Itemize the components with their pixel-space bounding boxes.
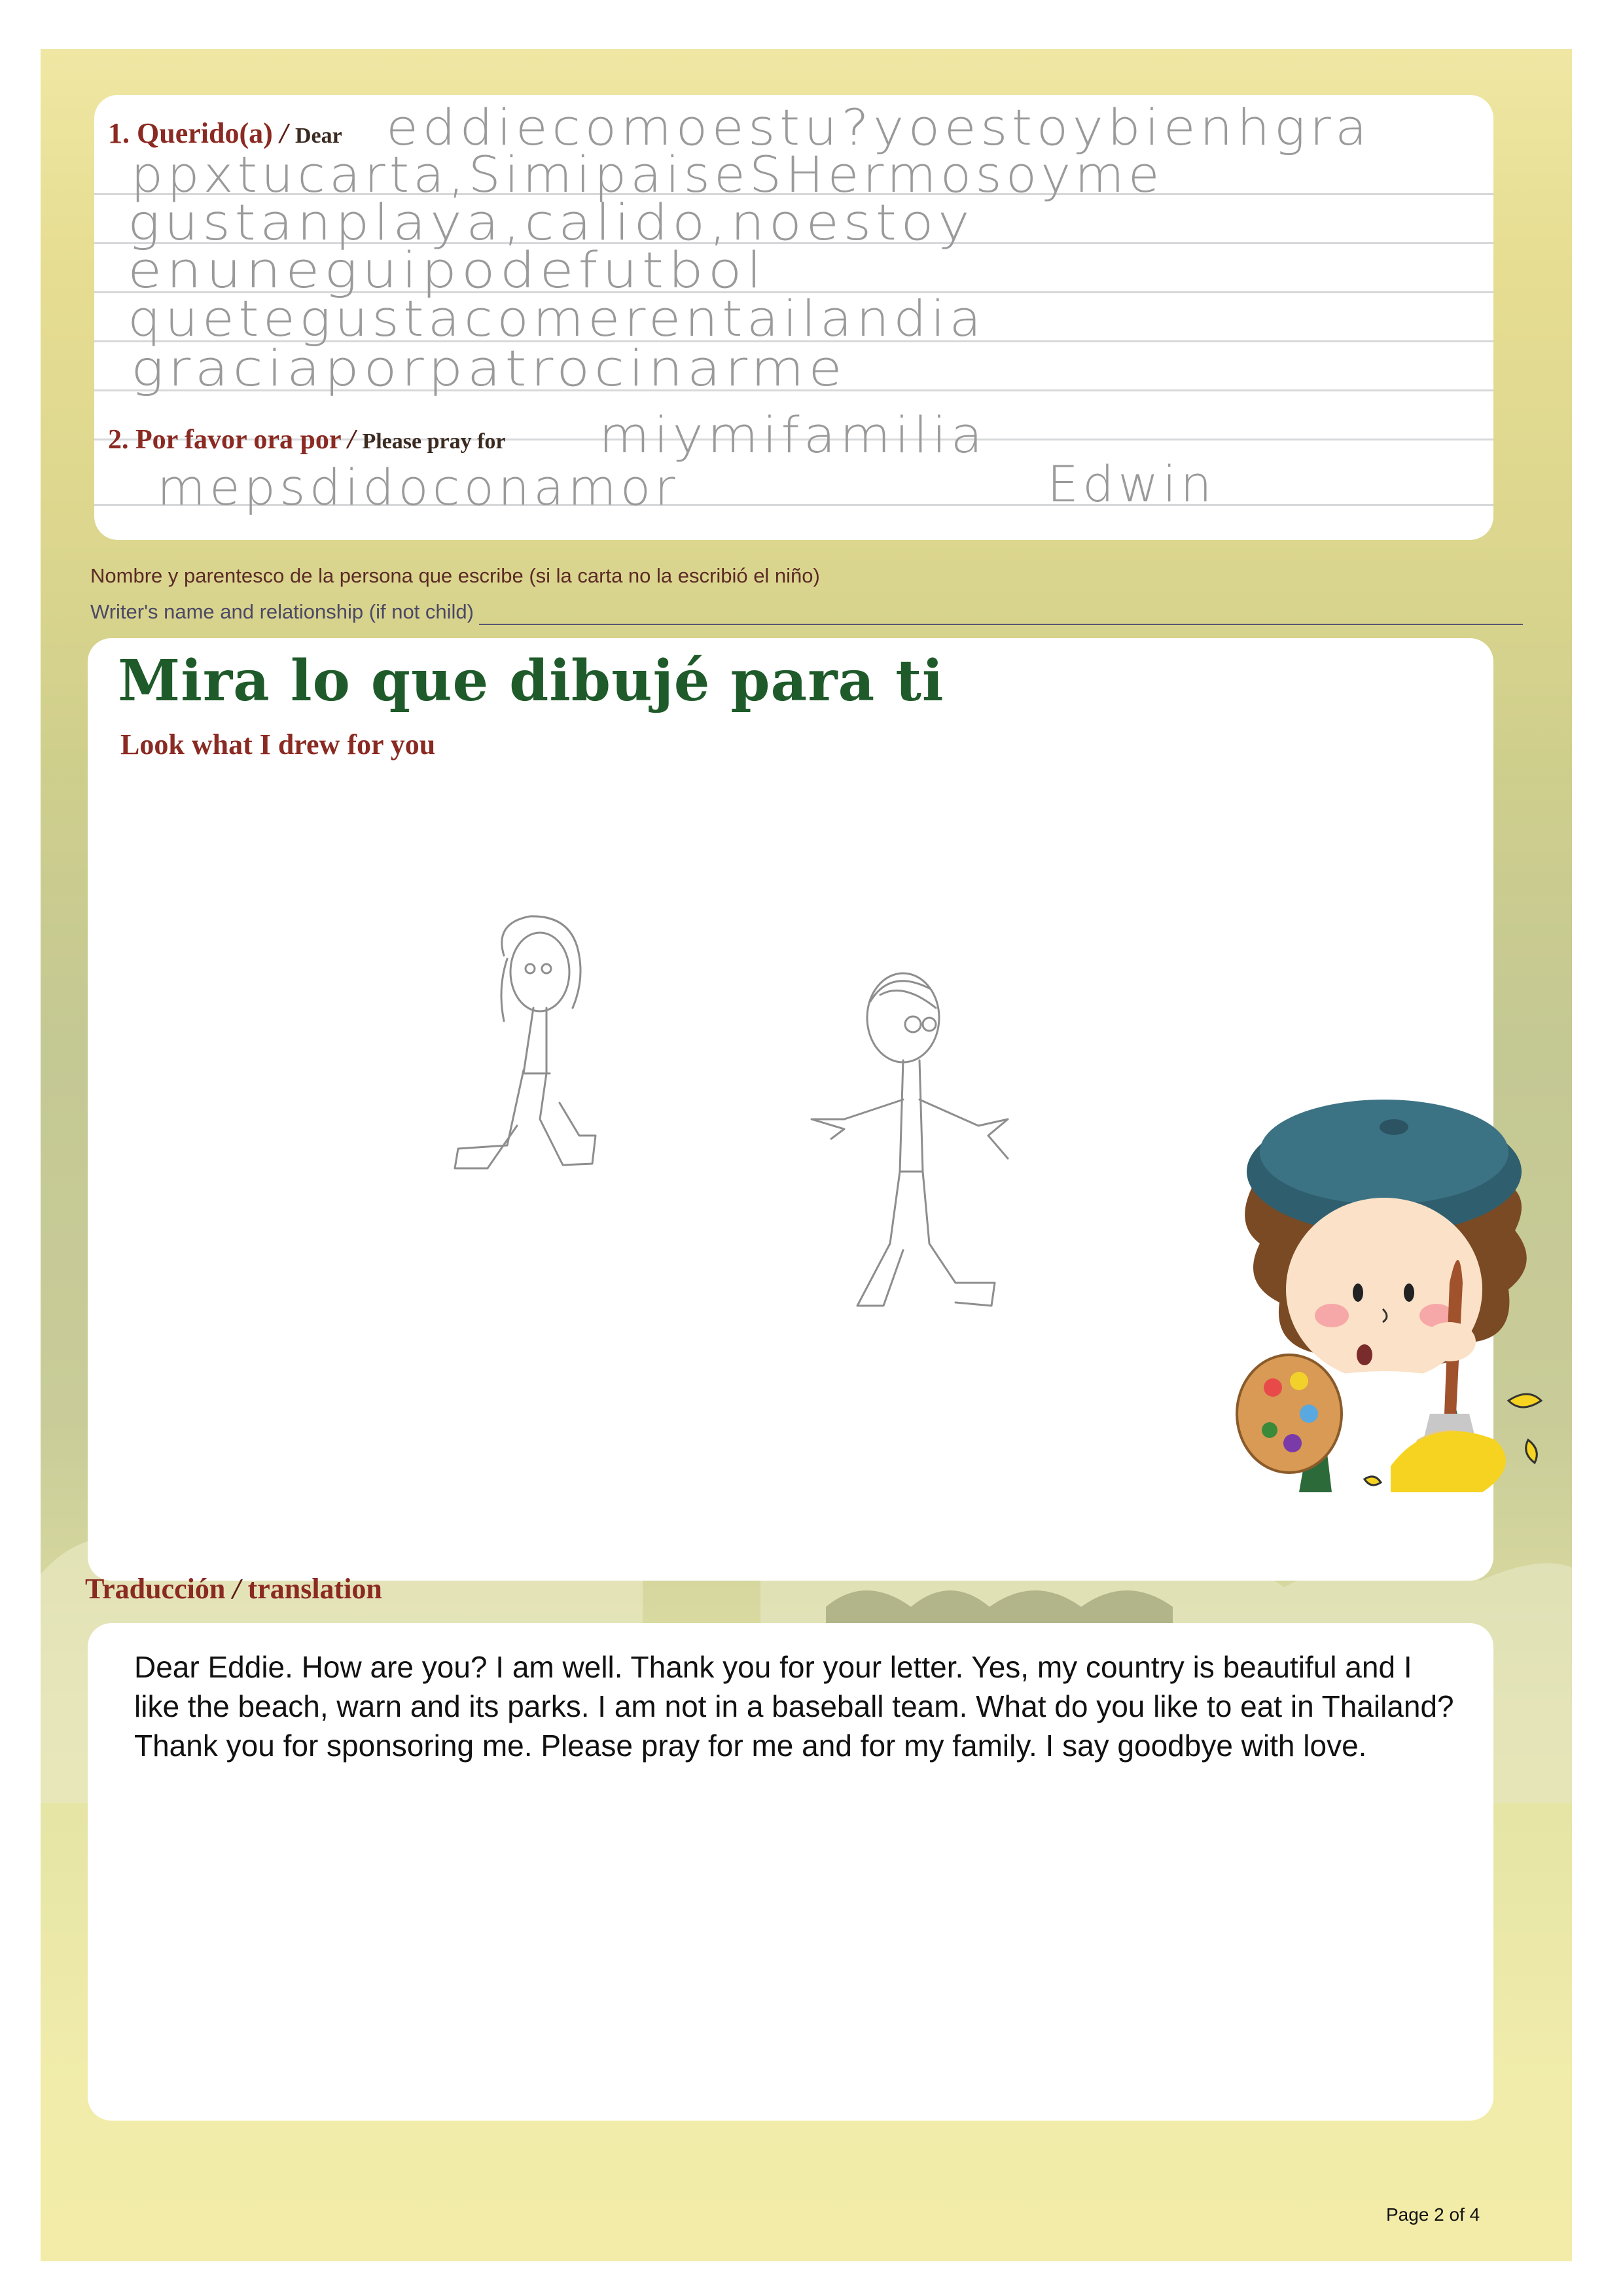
slash: / xyxy=(348,425,355,455)
writer-label-es: Nombre y parentesco de la persona que escribe (si la carta no la escribió el niño) xyxy=(90,564,820,587)
drawing-subtitle: Look what I drew for you xyxy=(120,728,436,761)
translation-label-es: Traducción xyxy=(85,1573,226,1605)
slash: / xyxy=(279,117,288,149)
drawing-title: Mira lo que dibujé para ti xyxy=(118,648,944,714)
pray-handwriting-line-2: mepsdidoconamor xyxy=(157,458,679,516)
handwriting-line-5: quetegustacomerentailandia xyxy=(128,289,986,348)
stick-figure-boy xyxy=(805,962,1041,1329)
handwriting-line-2: ppxtucarta,SimipaiseSHermosoyme xyxy=(131,145,1164,204)
handwriting-line-1: eddiecomoestu?yoestoybienhgra xyxy=(386,98,1372,156)
writer-name-line[interactable] xyxy=(479,624,1523,625)
pray-label-en: Please pray for xyxy=(362,429,506,454)
translation-label-en: translation xyxy=(247,1573,382,1605)
translation-text: Dear Eddie. How are you? I am well. Thank you for your letter. Yes, my country is beautiful and I like the beach, warn and its parks. I am not in a baseball team. What do you like to eat in Thailand? Thank you for sponsoring me. Please pray for me and for my family. I say goodbye with love. xyxy=(134,1650,1454,1763)
handwriting-line-6: graciaporpatrocinarme xyxy=(131,339,847,397)
translation-label xyxy=(85,1572,382,1605)
handwriting-line-4: enuneguipodefutbol xyxy=(128,241,766,299)
pray-label xyxy=(108,424,506,456)
writer-label-en: Writer's name and relationship (if not child) xyxy=(90,600,474,623)
page-number: Page 2 of 4 xyxy=(1386,2204,1480,2225)
signature: Edwin xyxy=(1047,455,1216,513)
painter-boy-illustration xyxy=(1234,1073,1574,1492)
dear-label-en: Dear xyxy=(295,124,342,148)
pray-label-es: 2. Por favor ora por xyxy=(108,425,341,455)
pray-handwriting-line-1: miymifamilia xyxy=(599,406,987,464)
stick-figure-girl xyxy=(432,910,654,1250)
dear-label-es: 1. Querido(a) xyxy=(108,117,273,149)
handwriting-line-3: gustanplaya,calido,noestoy xyxy=(128,193,974,251)
slash: / xyxy=(232,1573,241,1605)
